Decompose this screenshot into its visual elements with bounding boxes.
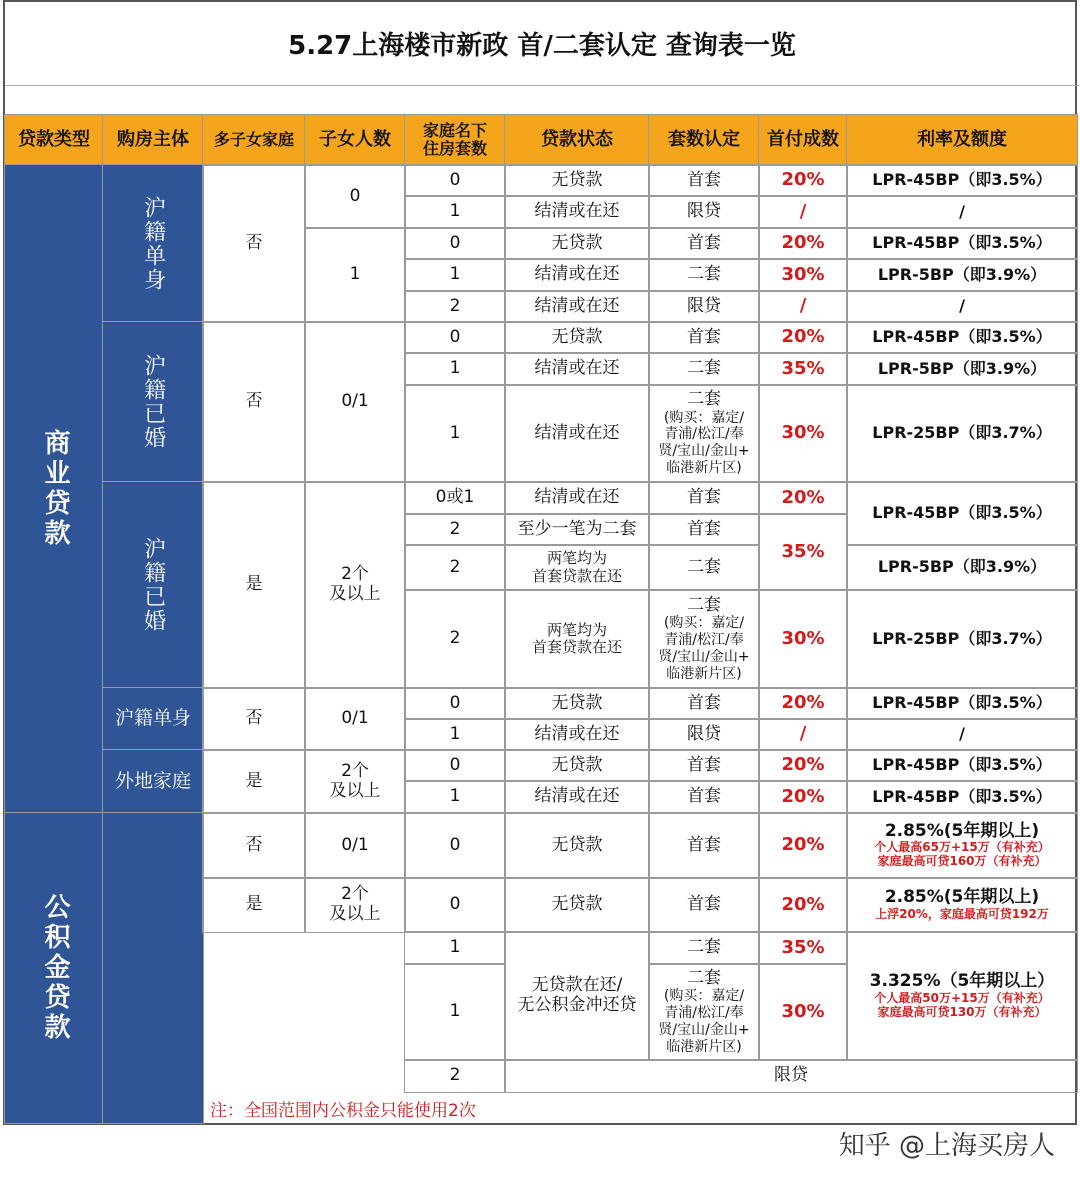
recognition-cell: 首套 bbox=[649, 781, 759, 813]
recognition-cell: 首套 bbox=[649, 688, 759, 719]
status-cell: 两笔均为 首套贷款在还 bbox=[505, 590, 649, 688]
status-cell: 无贷款 bbox=[505, 165, 649, 196]
recognition-cell: 首套 bbox=[649, 514, 759, 545]
down-payment-cell: 30% bbox=[759, 964, 847, 1060]
recognition-cell: 限贷 bbox=[649, 291, 759, 322]
houses-cell: 2 bbox=[405, 1060, 505, 1092]
multi-child-cell: 是 bbox=[203, 482, 305, 688]
children-cell: 2个 及以上 bbox=[305, 750, 405, 813]
down-payment-cell: 20% bbox=[759, 228, 847, 259]
recognition-cell: 首套 bbox=[649, 322, 759, 353]
rate-cell: LPR-45BP（即3.5%） bbox=[847, 228, 1077, 259]
down-payment-cell: 20% bbox=[759, 688, 847, 719]
status-cell: 无贷款 bbox=[505, 813, 649, 878]
houses-cell: 0 bbox=[405, 878, 505, 932]
children-cell: 0/1 bbox=[305, 813, 405, 878]
down-payment-cell: 35% bbox=[759, 353, 847, 385]
recognition-cell: 二套 (购买：嘉定/ 青浦/松江/奉 贤/宝山/金山+ 临港新片区) bbox=[649, 964, 759, 1060]
rate-cell: / bbox=[847, 291, 1077, 322]
header-rate: 利率及额度 bbox=[847, 115, 1077, 165]
recognition-cell: 二套 bbox=[649, 932, 759, 964]
houses-cell: 0 bbox=[405, 322, 505, 353]
down-payment-cell: 20% bbox=[759, 322, 847, 353]
rate-cell: LPR-45BP（即3.5%） bbox=[847, 750, 1077, 781]
down-payment-cell: 35% bbox=[759, 932, 847, 964]
status-cell: 两笔均为 首套贷款在还 bbox=[505, 545, 649, 590]
header-subject: 购房主体 bbox=[103, 115, 203, 165]
down-payment-cell: / bbox=[759, 291, 847, 322]
down-payment-cell: 20% bbox=[759, 750, 847, 781]
status-cell: 至少一笔为二套 bbox=[505, 514, 649, 545]
multi-child-cell: 否 bbox=[203, 813, 305, 878]
multi-child-cell: 是 bbox=[203, 878, 305, 932]
recognition-cell: 二套 bbox=[649, 353, 759, 385]
rate-cell: 2.85%(5年期以上) 上浮20%，家庭最高可贷192万 bbox=[847, 878, 1077, 932]
houses-cell: 1 bbox=[405, 385, 505, 482]
children-cell: 2个 及以上 bbox=[305, 878, 405, 932]
subject-shanghai-married-multi: 沪籍已婚 bbox=[103, 482, 203, 688]
houses-cell: 0 bbox=[405, 813, 505, 878]
houses-cell: 1 bbox=[405, 719, 505, 750]
subject-fund-blank bbox=[103, 813, 203, 1123]
recognition-cell: 首套 bbox=[649, 750, 759, 781]
houses-cell: 2 bbox=[405, 545, 505, 590]
children-cell: 0/1 bbox=[305, 322, 405, 482]
header-loan-type: 贷款类型 bbox=[5, 115, 103, 165]
rate-cell: LPR-25BP（即3.7%） bbox=[847, 385, 1077, 482]
status-cell: 结清或在还 bbox=[505, 291, 649, 322]
header-houses: 家庭名下 住房套数 bbox=[405, 115, 505, 165]
children-cell: 0/1 bbox=[305, 688, 405, 750]
houses-cell: 2 bbox=[405, 514, 505, 545]
status-cell: 结清或在还 bbox=[505, 482, 649, 514]
rate-cell: / bbox=[847, 196, 1077, 228]
subject-shanghai-single: 沪籍单身 bbox=[103, 165, 203, 322]
houses-cell: 0 bbox=[405, 165, 505, 196]
houses-cell: 2 bbox=[405, 291, 505, 322]
header-multi-child: 多子女家庭 bbox=[203, 115, 305, 165]
houses-cell: 1 bbox=[405, 932, 505, 964]
recognition-cell: 二套 bbox=[649, 545, 759, 590]
status-cell: 无贷款在还/ 无公积金冲还贷 bbox=[505, 932, 649, 1060]
down-payment-cell: 20% bbox=[759, 878, 847, 932]
children-cell: 0 bbox=[305, 165, 405, 228]
rate-cell: LPR-5BP（即3.9%） bbox=[847, 353, 1077, 385]
houses-cell: 1 bbox=[405, 353, 505, 385]
rate-cell: LPR-45BP（即3.5%） bbox=[847, 688, 1077, 719]
rate-cell: LPR-5BP（即3.9%） bbox=[847, 259, 1077, 291]
down-payment-cell: / bbox=[759, 196, 847, 228]
status-cell: 结清或在还 bbox=[505, 385, 649, 482]
subject-shanghai-married: 沪籍已婚 bbox=[103, 322, 203, 482]
down-payment-cell: / bbox=[759, 719, 847, 750]
loan-type-fund: 公积金贷款 bbox=[5, 813, 103, 1123]
status-cell: 结清或在还 bbox=[505, 259, 649, 291]
multi-child-cell: 是 bbox=[203, 750, 305, 813]
children-cell: 1 bbox=[305, 228, 405, 322]
watermark: 知乎 @上海买房人 bbox=[838, 1131, 1055, 1161]
multi-child-cell: 否 bbox=[203, 322, 305, 482]
status-cell: 无贷款 bbox=[505, 750, 649, 781]
down-payment-cell: 35% bbox=[759, 514, 847, 590]
houses-cell: 0或1 bbox=[405, 482, 505, 514]
down-payment-cell: 30% bbox=[759, 259, 847, 291]
status-cell: 结清或在还 bbox=[505, 196, 649, 228]
rate-cell: LPR-25BP（即3.7%） bbox=[847, 590, 1077, 688]
houses-cell: 1 bbox=[405, 781, 505, 813]
rate-cell: LPR-5BP（即3.9%） bbox=[847, 545, 1077, 590]
header-children: 子女人数 bbox=[305, 115, 405, 165]
loan-type-commercial: 商业贷款 bbox=[5, 165, 103, 813]
down-payment-cell: 20% bbox=[759, 165, 847, 196]
rate-cell: / bbox=[847, 719, 1077, 750]
recognition-cell: 首套 bbox=[649, 228, 759, 259]
status-cell: 结清或在还 bbox=[505, 781, 649, 813]
houses-cell: 1 bbox=[405, 964, 505, 1060]
status-cell: 无贷款 bbox=[505, 228, 649, 259]
subject-nonlocal-family: 外地家庭 bbox=[103, 750, 203, 813]
status-cell: 无贷款 bbox=[505, 688, 649, 719]
rate-cell: LPR-45BP（即3.5%） bbox=[847, 781, 1077, 813]
houses-cell: 0 bbox=[405, 688, 505, 719]
status-cell: 无贷款 bbox=[505, 322, 649, 353]
header-status: 贷款状态 bbox=[505, 115, 649, 165]
footnote: 注：全国范围内公积金只能使用2次 bbox=[210, 1101, 476, 1121]
page-title: 5.27上海楼市新政 首/二套认定 查询表一览 bbox=[5, 2, 1079, 86]
rate-cell: LPR-45BP（即3.5%） bbox=[847, 482, 1077, 545]
recognition-cell: 二套 (购买：嘉定/ 青浦/松江/奉 贤/宝山/金山+ 临港新片区) bbox=[649, 590, 759, 688]
recognition-cell: 首套 bbox=[649, 878, 759, 932]
multi-child-cell: 否 bbox=[203, 688, 305, 750]
houses-cell: 2 bbox=[405, 590, 505, 688]
rate-cell: LPR-45BP（即3.5%） bbox=[847, 322, 1077, 353]
houses-cell: 0 bbox=[405, 750, 505, 781]
down-payment-cell: 20% bbox=[759, 813, 847, 878]
status-cell: 无贷款 bbox=[505, 878, 649, 932]
houses-cell: 1 bbox=[405, 196, 505, 228]
recognition-cell: 二套 (购买：嘉定/ 青浦/松江/奉 贤/宝山/金山+ 临港新片区) bbox=[649, 385, 759, 482]
header-recognition: 套数认定 bbox=[649, 115, 759, 165]
houses-cell: 0 bbox=[405, 228, 505, 259]
recognition-cell: 首套 bbox=[649, 813, 759, 878]
recognition-cell: 限贷 bbox=[649, 196, 759, 228]
multi-child-cell: 否 bbox=[203, 165, 305, 322]
limit-merged-cell: 限贷 bbox=[505, 1060, 1077, 1092]
recognition-cell: 首套 bbox=[649, 482, 759, 514]
down-payment-cell: 20% bbox=[759, 781, 847, 813]
rate-cell: 2.85%(5年期以上) 个人最高65万+15万（有补充） 家庭最高可贷160万（有补充） bbox=[847, 813, 1077, 878]
header-down-payment: 首付成数 bbox=[759, 115, 847, 165]
down-payment-cell: 20% bbox=[759, 482, 847, 514]
rate-cell: 3.325%（5年期以上） 个人最高50万+15万（有补充） 家庭最高可贷130万（有补充） bbox=[847, 932, 1077, 1060]
status-cell: 结清或在还 bbox=[505, 353, 649, 385]
subject-shanghai-single-2: 沪籍单身 bbox=[103, 688, 203, 750]
houses-cell: 1 bbox=[405, 259, 505, 291]
recognition-cell: 限贷 bbox=[649, 719, 759, 750]
children-cell: 2个 及以上 bbox=[305, 482, 405, 688]
rate-cell: LPR-45BP（即3.5%） bbox=[847, 165, 1077, 196]
recognition-cell: 首套 bbox=[649, 165, 759, 196]
down-payment-cell: 30% bbox=[759, 590, 847, 688]
recognition-cell: 二套 bbox=[649, 259, 759, 291]
down-payment-cell: 30% bbox=[759, 385, 847, 482]
status-cell: 结清或在还 bbox=[505, 719, 649, 750]
